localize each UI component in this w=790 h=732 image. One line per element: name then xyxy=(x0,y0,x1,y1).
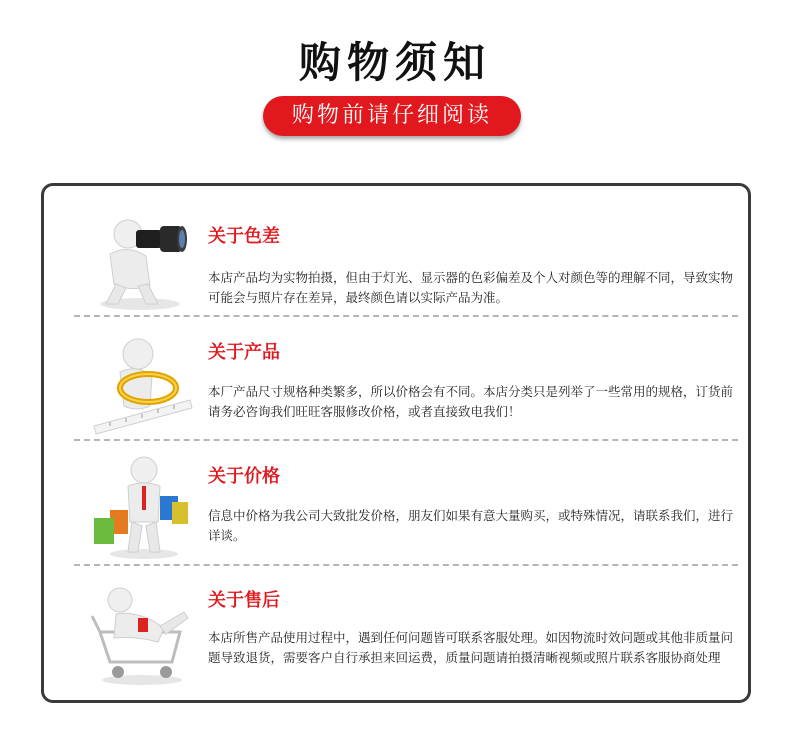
divider xyxy=(74,315,738,317)
photographer-figure-icon xyxy=(80,204,200,314)
divider xyxy=(74,564,738,566)
notice-card xyxy=(41,183,751,703)
section-body: 信息中价格为我公司大致批发价格，朋友们如果有意大量购买，或特殊情况，请联系我们，进行详谈。 xyxy=(208,508,734,543)
section-heading: 关于价格 xyxy=(208,466,280,487)
shopping-cart-figure-icon xyxy=(80,576,200,686)
section-heading: 关于售后 xyxy=(208,590,280,611)
section-body: 本店所售产品使用过程中，遇到任何问题皆可联系客服处理。如因物流时效问题或其他非质量问题导致退货，需要客户自行承担来回运费，质量问题请拍摄清晰视频或照片联系客服协商处理 xyxy=(208,630,734,665)
section-heading: 关于色差 xyxy=(208,226,280,247)
shopping-figure-icon xyxy=(80,452,200,562)
ruler-measure-figure-icon xyxy=(80,326,200,436)
section-body: 本厂产品尺寸规格种类繁多，所以价格会有不同。本店分类只是列举了一些常用的规格，订货前请务必咨询我们旺旺客服修改价格，或者直接致电我们！ xyxy=(208,384,734,419)
divider xyxy=(74,439,738,441)
section-body: 本店产品均为实物拍摄，但由于灯光、显示器的色彩偏差及个人对颜色等的理解不同，导致实物可能会与照片存在差异，最终颜色请以实际产品为准。 xyxy=(208,270,734,305)
subtitle-badge: 购物前请仔细阅读 xyxy=(263,96,521,136)
page-title: 购物须知 xyxy=(298,38,491,87)
section-heading: 关于产品 xyxy=(208,342,280,363)
